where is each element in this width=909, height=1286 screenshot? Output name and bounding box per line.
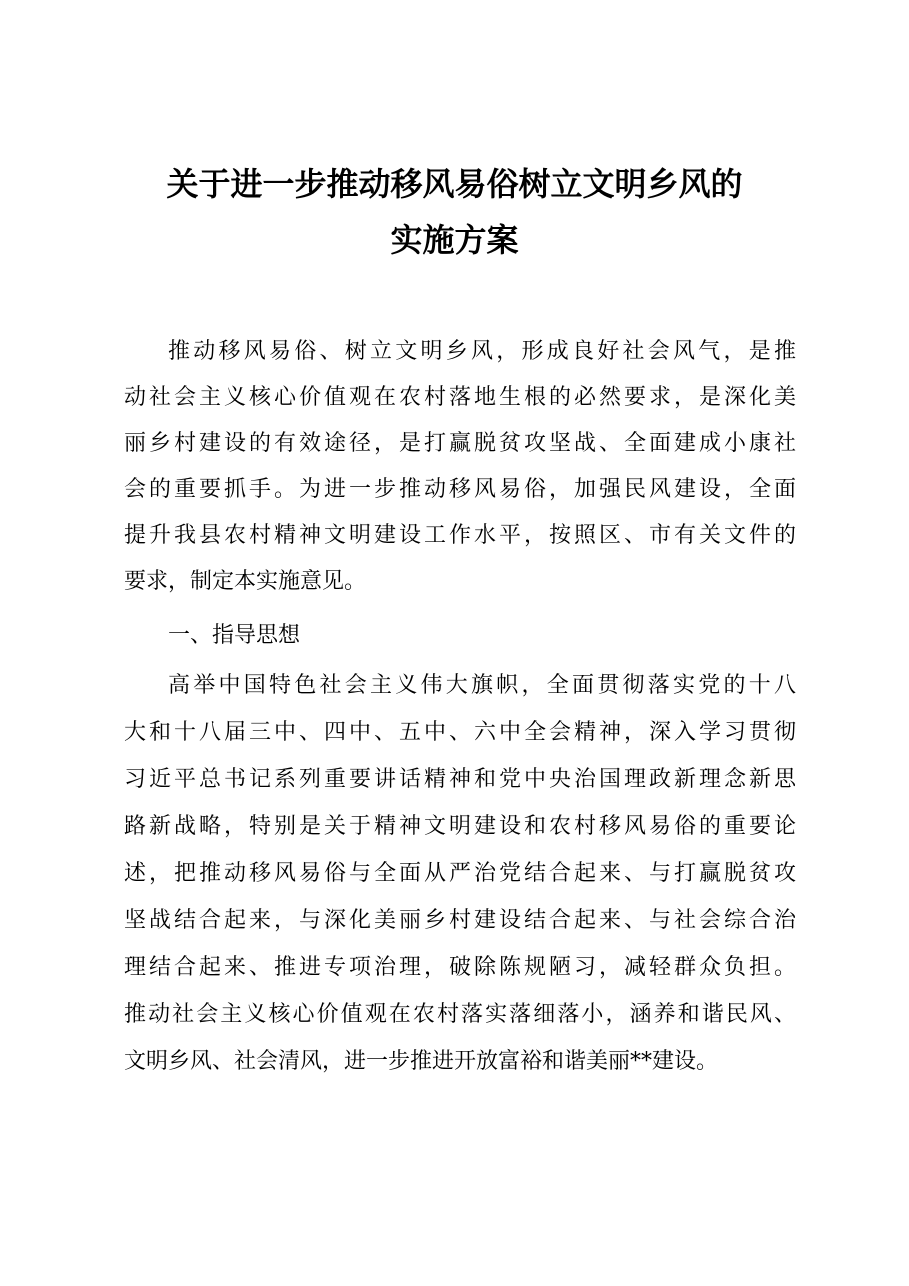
document-title-line-1: 关于进一步推动移风易俗树立文明乡风的 xyxy=(166,165,743,203)
paragraph-line: 动社会主义核心价值观在农村落地生根的必然要求，是深化美 xyxy=(124,385,796,410)
paragraph-line: 文明乡风、社会清风，进一步推进开放富裕和谐美丽**建设。 xyxy=(124,1049,719,1074)
paragraph-line: 提升我县农村精神文明建设工作水平，按照区、市有关文件的 xyxy=(124,523,796,548)
section-heading: 一、指导思想 xyxy=(168,623,301,648)
paragraph-line: 习近平总书记系列重要讲话精神和党中央治国理政新理念新思 xyxy=(124,767,796,792)
paragraph-line: 述，把推动移风易俗与全面从严治党结合起来、与打赢脱贫攻 xyxy=(124,861,796,886)
paragraph-line: 大和十八届三中、四中、五中、六中全会精神，深入学习贯彻 xyxy=(124,720,796,745)
paragraph-line: 坚战结合起来，与深化美丽乡村建设结合起来、与社会综合治 xyxy=(124,908,796,933)
paragraph-line: 路新战略，特别是关于精神文明建设和农村移风易俗的重要论 xyxy=(124,814,796,839)
paragraph-line: 要求，制定本实施意见。 xyxy=(124,569,367,594)
paragraph-line: 丽乡村建设的有效途径，是打赢脱贫攻坚战、全面建成小康社 xyxy=(124,431,796,456)
paragraph-line: 高举中国特色社会主义伟大旗帜，全面贯彻落实党的十八 xyxy=(168,673,796,698)
paragraph-line: 推动移风易俗、树立文明乡风，形成良好社会风气，是推 xyxy=(168,339,796,364)
document-title-line-2: 实施方案 xyxy=(390,221,519,259)
paragraph-line: 推动社会主义核心价值观在农村落实落细落小，涵养和谐民风、 xyxy=(124,1002,796,1027)
paragraph-line: 会的重要抓手。为进一步推动移风易俗，加强民风建设，全面 xyxy=(124,477,796,502)
paragraph-line: 理结合起来、推进专项治理，破除陈规陋习，减轻群众负担。 xyxy=(124,955,796,980)
